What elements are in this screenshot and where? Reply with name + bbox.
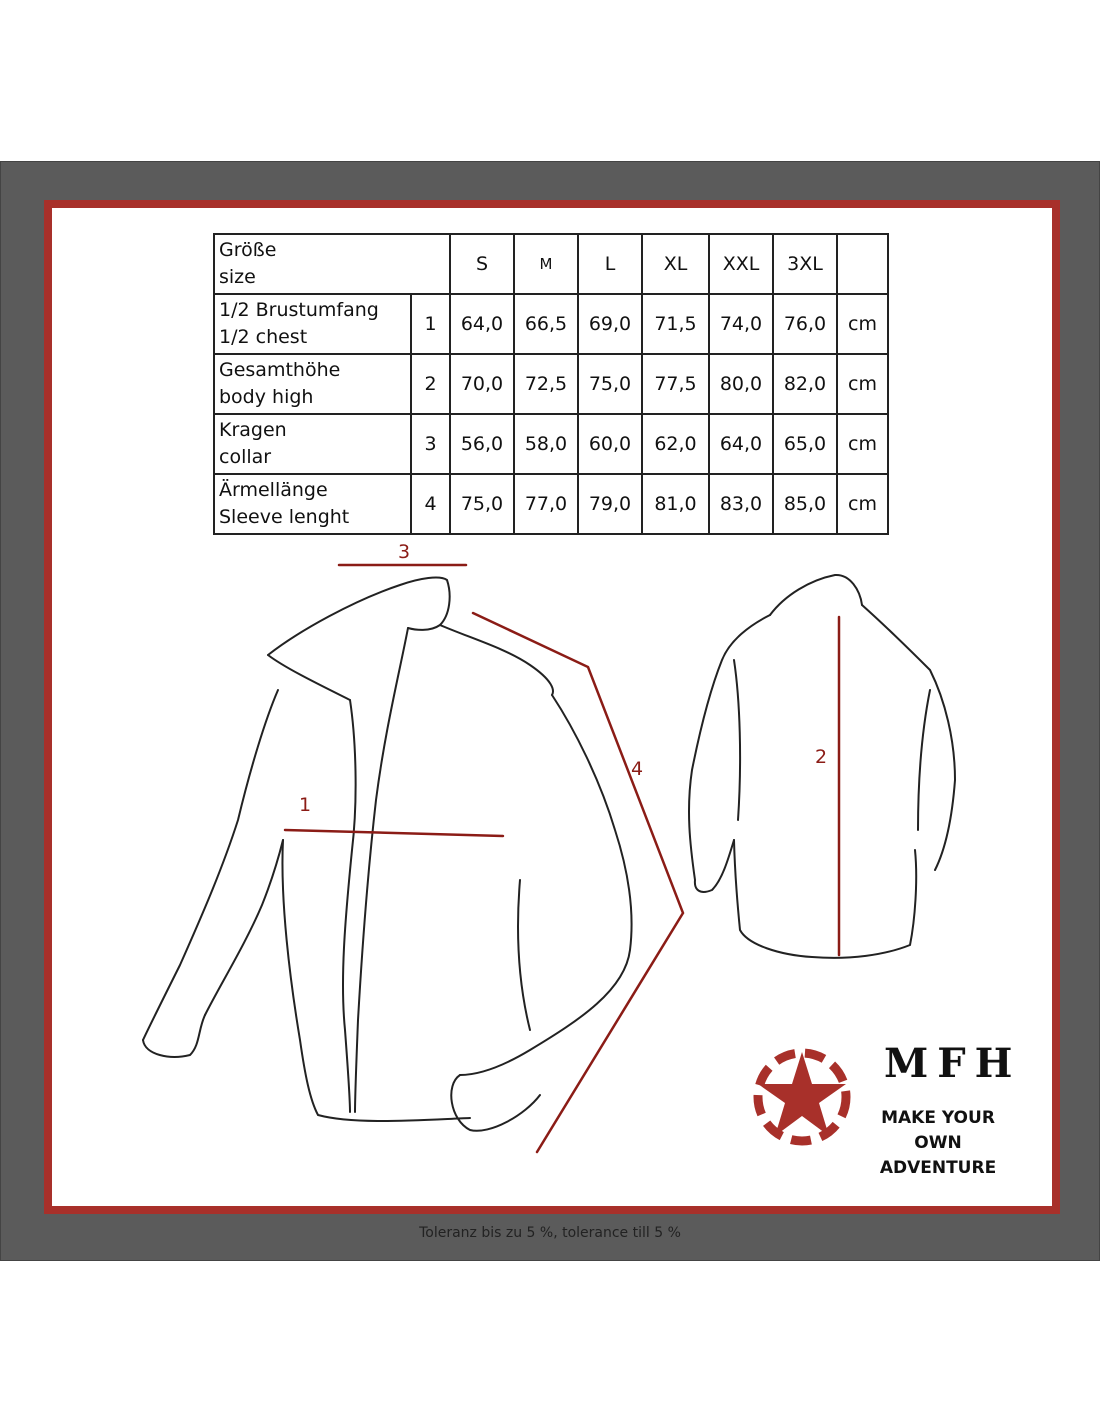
slogan-line-2: ADVENTURE xyxy=(879,1158,997,1178)
measure-label-en: collar xyxy=(219,446,272,468)
unit-cell: cm xyxy=(837,354,888,414)
size-col-header: S xyxy=(450,234,514,294)
table-cell: 75,0 xyxy=(578,354,642,414)
measure-label-de: Ärmellänge xyxy=(219,479,328,501)
table-cell: 77,5 xyxy=(642,354,709,414)
unit-cell: cm xyxy=(837,414,888,474)
table-cell: 80,0 xyxy=(709,354,773,414)
table-cell: 72,5 xyxy=(514,354,578,414)
measure-number: 1 xyxy=(411,294,450,354)
measure-number: 3 xyxy=(411,414,450,474)
table-cell: 85,0 xyxy=(773,474,837,534)
size-header-en: size xyxy=(219,266,256,288)
size-col-header: M xyxy=(514,234,578,294)
measure-lines xyxy=(285,565,839,1152)
body-height-measure-label: 2 xyxy=(815,746,828,768)
table-cell: 64,0 xyxy=(709,414,773,474)
table-cell: 75,0 xyxy=(450,474,514,534)
unit-cell: cm xyxy=(837,294,888,354)
chest-measure-label: 1 xyxy=(299,794,312,816)
brand-name: MFH xyxy=(884,1040,1022,1087)
table-cell: 83,0 xyxy=(709,474,773,534)
table-cell: 70,0 xyxy=(450,354,514,414)
table-cell: 62,0 xyxy=(642,414,709,474)
measure-label-de: Gesamthöhe xyxy=(219,359,341,381)
table-cell: 81,0 xyxy=(642,474,709,534)
size-col-header: 3XL xyxy=(773,234,837,294)
measure-number: 2 xyxy=(411,354,450,414)
table-cell: 77,0 xyxy=(514,474,578,534)
front-jacket-outline xyxy=(143,578,632,1131)
measure-label-en: body high xyxy=(219,386,314,408)
table-cell: 74,0 xyxy=(709,294,773,354)
collar-measure-label: 3 xyxy=(398,541,411,563)
measure-label-en: 1/2 chest xyxy=(219,326,308,348)
measure-label-de: Kragen xyxy=(219,419,287,441)
measure-label-en: Sleeve lenght xyxy=(219,506,350,528)
table-cell: 69,0 xyxy=(578,294,642,354)
tolerance-note: Toleranz bis zu 5 %, tolerance till 5 % xyxy=(419,1225,681,1241)
table-cell: 56,0 xyxy=(450,414,514,474)
table-cell: 65,0 xyxy=(773,414,837,474)
measure-label-de: 1/2 Brustumfang xyxy=(219,299,379,321)
table-cell: 71,5 xyxy=(642,294,709,354)
table-cell: 60,0 xyxy=(578,414,642,474)
size-col-header: XL xyxy=(642,234,709,294)
chest-measure-line xyxy=(285,830,503,836)
size-col-header: XXL xyxy=(709,234,773,294)
size-col-header: L xyxy=(578,234,642,294)
measure-number: 4 xyxy=(411,474,450,534)
table-cell: 82,0 xyxy=(773,354,837,414)
table-cell: 79,0 xyxy=(578,474,642,534)
brand-slogan xyxy=(855,1106,1021,1181)
table-cell: 76,0 xyxy=(773,294,837,354)
unit-cell: cm xyxy=(837,474,888,534)
table-cell: 58,0 xyxy=(514,414,578,474)
size-header-de: Größe xyxy=(219,239,277,261)
slogan-line-1: MAKE YOUR OWN xyxy=(881,1108,995,1153)
table-cell: 64,0 xyxy=(450,294,514,354)
sleeve-measure-line xyxy=(473,613,683,1152)
sleeve-measure-label: 4 xyxy=(631,758,644,780)
mfh-logo-emblem xyxy=(758,1052,846,1141)
table-cell: 66,5 xyxy=(514,294,578,354)
